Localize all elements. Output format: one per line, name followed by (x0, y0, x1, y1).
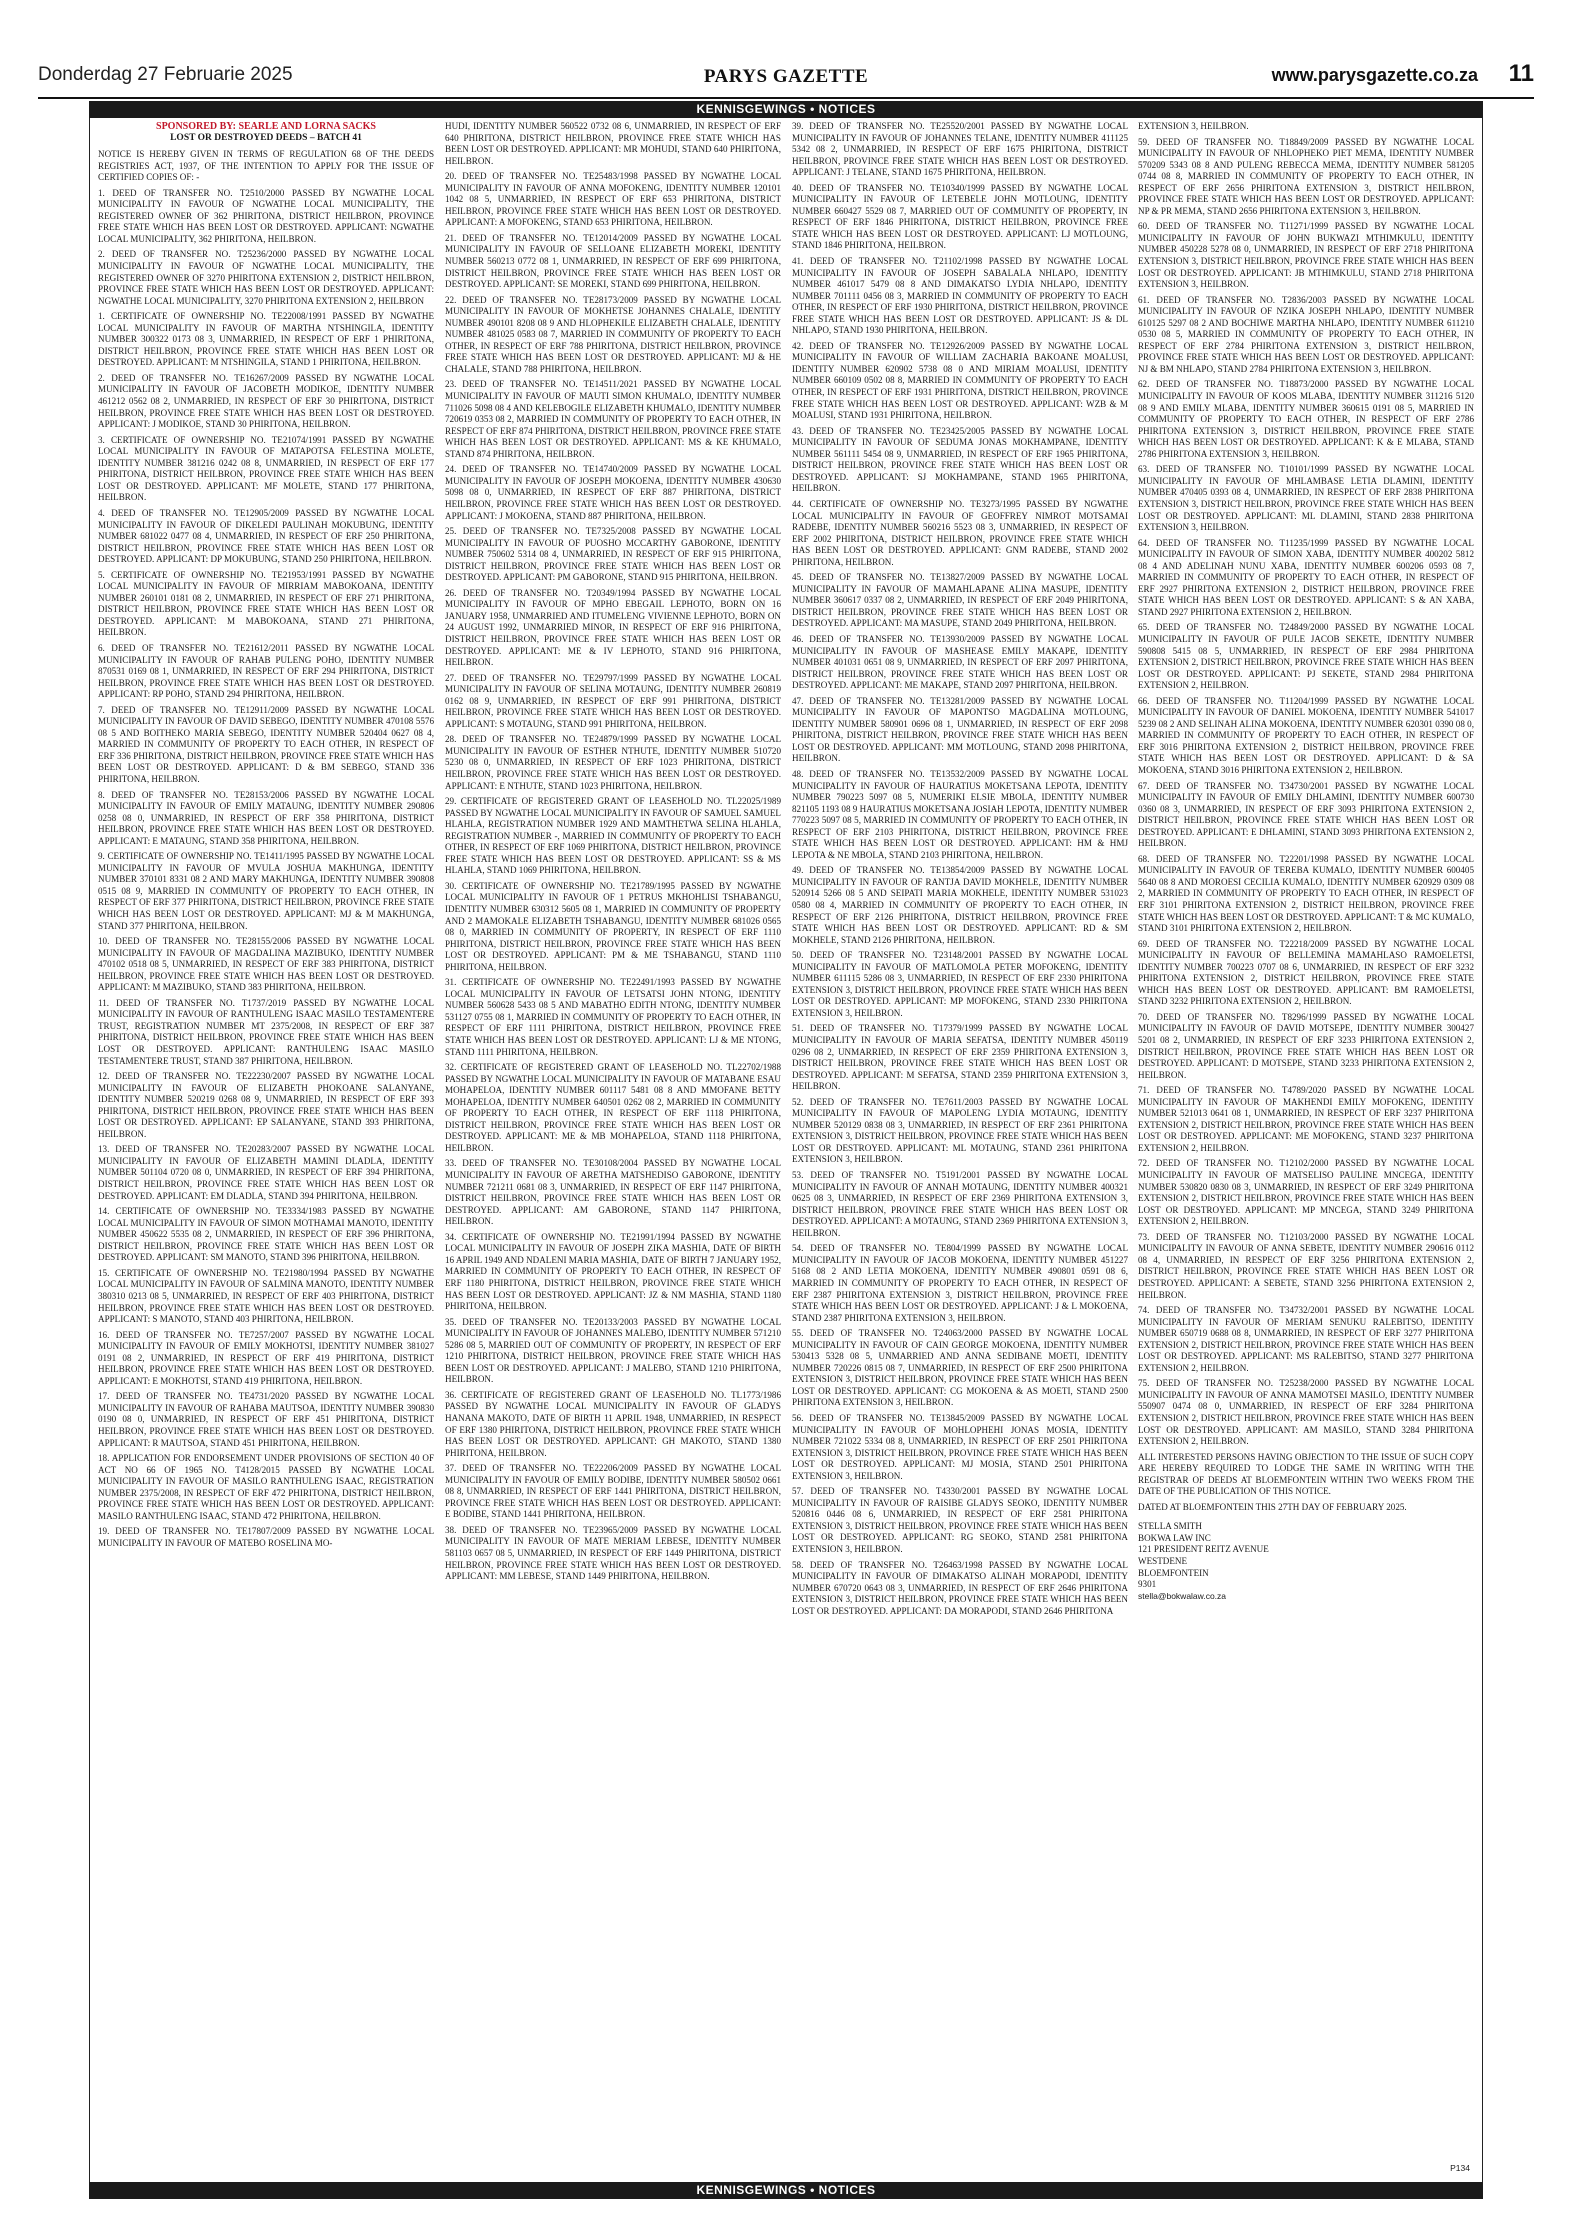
signature-city: BLOEMFONTEIN (1138, 1567, 1209, 1578)
notice-item: 50. DEED OF TRANSFER NO. T23148/2001 PASSED BY NGWATHE LOCAL MUNICIPALITY IN FAVOUR OF MATLOMOLA PETER MOFOKENG, IDENTITY NUMBER 611115 5286 08 3, UNMARRIED, IN RESPECT OF ERF 2330 PHIRITONA EXTENSION 3, DISTRICT HEILBRON, PROVINCE FREE STATE WHICH HAS BEEN LOST OR DESTROYED. APPLICANT: MP MOFOKENG, STAND 2330 PHIRITONA EXTENSION 3, HEILBRON. (792, 950, 1128, 1018)
notice-columns (98, 121, 1474, 2179)
notice-item: 70. DEED OF TRANSFER NO. T8296/1999 PASSED BY NGWATHE LOCAL MUNICIPALITY IN FAVOUR OF DAVID MOTSEPE, IDENTITY NUMBER 300427 5201 08 2, UNMARRIED, IN RESPECT OF ERF 3233 PHIRITONA EXTENSION 2, DISTRICT HEILBRON, PROVINCE FREE STATE WHICH HAS BEEN LOST OR DESTROYED. APPLICANT: D MOTSEPE, STAND 3233 PHIRITONA EXTENSION 2, HEILBRON. (1138, 1011, 1474, 1080)
signature-code: 9301 (1138, 1579, 1157, 1590)
sponsor-line: SPONSORED BY: SEARLE AND LORNA SACKS (156, 121, 376, 132)
notice-item: 17. DEED OF TRANSFER NO. TE4731/2020 PASSED BY NGWATHE LOCAL MUNICIPALITY IN FAVOUR OF RAHABA MAUTSOA, IDENTITY NUMBER 390830 0190 08 0, UNMARRIED, IN RESPECT OF ERF 451 PHIRITONA, DISTRICT HEILBRON, PROVINCE FREE STATE WHICH HAS BEEN LOST OR DESTROYED. APPLICANT: R MAUTSOA, STAND 451 PHIRITONA, HEILBRON. (98, 1391, 434, 1448)
signature-name: STELLA SMITH (1138, 1521, 1202, 1532)
notice-item: 29. CERTIFICATE OF REGISTERED GRANT OF LEASEHOLD NO. TL22025/1989 PASSED BY NGWATHE LOCAL MUNICIPALITY IN FAVOUR OF SAMUEL SAMUEL HLAHLA, REGISTRATION NUMBER 1929 AND MAMTHETWA SELINA HLAHLA, REGISTRATION NUMBER -, MARRIED IN COMMUNITY OF PROPERTY TO EACH OTHER, IN RESPECT OF ERF 1069 PHIRITONA, DISTRICT HEILBRON, PROVINCE FREE STATE WHICH HAS BEEN LOST OR DESTROYED. APPLICANT: SS & MS HLAHLA, STAND 1069 PHIRITONA, HEILBRON. (445, 796, 781, 876)
notice-item: 8. DEED OF TRANSFER NO. TE28153/2006 PASSED BY NGWATHE LOCAL MUNICIPALITY IN FAVOUR OF EMILY MATAUNG, IDENTITY NUMBER 290806 0258 08 0, UNMARRIED, IN RESPECT OF ERF 358 PHIRITONA, DISTRICT HEILBRON, PROVINCE FREE STATE WHICH HAS BEEN LOST OR DESTROYED. APPLICANT: E MATAUNG, STAND 358 PHIRITONA, HEILBRON. (98, 789, 434, 846)
notice-intro: NOTICE IS HEREBY GIVEN IN TERMS OF REGULATION 68 OF THE DEEDS REGISTRIES ACT, 1937, OF THE INTENTION TO APPLY FOR THE ISSUE OF CERTIFIED COPIES OF: - (98, 149, 434, 183)
notice-item: 20. DEED OF TRANSFER NO. TE25483/1998 PASSED BY NGWATHE LOCAL MUNICIPALITY IN FAVOUR OF ANNA MOFOKENG, IDENTITY NUMBER 120101 1042 08 5, UNMARRIED, IN RESPECT OF ERF 653 PHIRITONA, DISTRICT HEILBRON, PROVINCE FREE STATE WHICH HAS BEEN LOST OR DESTROYED. APPLICANT: A MOFOKENG, STAND 653 PHIRITONA, HEILBRON. (445, 171, 781, 228)
notice-item: 36. CERTIFICATE OF REGISTERED GRANT OF LEASEHOLD NO. TL1773/1986 PASSED BY NGWATHE LOCAL MUNICIPALITY IN FAVOUR OF GLADYS HANANA MAKOTO, DATE OF BIRTH 11 APRIL 1948, UNMARRIED, IN RESPECT OF ERF 1380 PHIRITONA, DISTRICT HEILBRON, PROVINCE FREE STATE WHICH HAS BEEN LOST OR DESTROYED. APPLICANT: GH MAKOTO, STAND 1380 PHIRITONA, HEILBRON. (445, 1389, 781, 1458)
notice-item: 14. CERTIFICATE OF OWNERSHIP NO. TE3334/1983 PASSED BY NGWATHE LOCAL MUNICIPALITY IN FAVOUR OF SIMON MOTHAMAI MANOTO, IDENTITY NUMBER 450622 5535 08 2, UNMARRIED, IN RESPECT OF ERF 396 PHIRITONA, DISTRICT HEILBRON, PROVINCE FREE STATE WHICH HAS BEEN LOST OR DESTROYED. APPLICANT: SM MANOTO, STAND 396 PHIRITONA, HEILBRON. (98, 1206, 434, 1263)
notice-item: 23. DEED OF TRANSFER NO. TE14511/2021 PASSED BY NGWATHE LOCAL MUNICIPALITY IN FAVOUR OF MAUTI SIMON KHUMALO, IDENTITY NUMBER 711026 5098 08 4 AND KELEBOGILE ELIZABETH KHUMALO, IDENTITY NUMBER 720619 0353 08 2, MARRIED IN COMMUNITY OF PROPERTY TO EACH OTHER, IN RESPECT OF ERF 874 PHIRITONA, DISTRICT HEILBRON, PROVINCE FREE STATE WHICH HAS BEEN LOST OR DESTROYED. APPLICANT: MS & KE KHUMALO, STAND 874 PHIRITONA, HEILBRON. (445, 379, 781, 459)
notice-item: 1. DEED OF TRANSFER NO. T2510/2000 PASSED BY NGWATHE LOCAL MUNICIPALITY IN FAVOUR OF NGWATHE LOCAL MUNICIPALITY, THE REGISTERED OWNER OF 362 PHIRITONA, DISTRICT HEILBRON, PROVINCE FREE STATE WHICH HAS BEEN LOST OR DESTROYED. APPLICANT: NGWATHE LOCAL MUNICIPALITY, 362 PHIRITONA, HEILBRON. (98, 187, 434, 244)
section-bar-top: KENNISGEWINGS • NOTICES (89, 101, 1483, 118)
notice-item: 44. CERTIFICATE OF OWNERSHIP NO. TE3273/1995 PASSED BY NGWATHE LOCAL MUNICIPALITY IN FAVOUR OF GEOFFREY NIMROT MOTSAMAI RADEBE, IDENTITY NUMBER 560216 5523 08 3, UNMARRIED, IN RESPECT OF ERF 2002 PHIRITONA, DISTRICT HEILBRON, PROVINCE FREE STATE WHICH HAS BEEN LOST OR DESTROYED. APPLICANT: GNM RADEBE, STAND 2002 PHIRITONA, HEILBRON. (792, 498, 1128, 567)
section-bar-bottom: KENNISGEWINGS • NOTICES (89, 2182, 1483, 2199)
signature-firm: BOKWA LAW INC (1138, 1532, 1211, 1543)
notice-item: 24. DEED OF TRANSFER NO. TE14740/2009 PASSED BY NGWATHE LOCAL MUNICIPALITY IN FAVOUR OF JOSEPH MOKOENA, IDENTITY NUMBER 430630 5098 08 0, UNMARRIED, IN RESPECT OF ERF 887 PHIRITONA, DISTRICT HEILBRON, PROVINCE FREE STATE WHICH HAS BEEN LOST OR DESTROYED. APPLICANT: J MOKOENA, STAND 887 PHIRITONA, HEILBRON. (445, 464, 781, 521)
column-4 (1138, 121, 1474, 2179)
notice-item: 2. DEED OF TRANSFER NO. T25236/2000 PASSED BY NGWATHE LOCAL MUNICIPALITY IN FAVOUR OF NGWATHE LOCAL MUNICIPALITY, THE REGISTERED OWNER OF 3270 PHIRITONA EXTENSION 2, DISTRICT HEILBRON, PROVINCE FREE STATE WHICH HAS BEEN LOST OR DESTROYED. APPLICANT: NGWATHE LOCAL MUNICIPALITY, 3270 PHIRITONA EXTENSION 2, HEILBRON (98, 249, 434, 306)
notice-item: 11. DEED OF TRANSFER NO. T1737/2019 PASSED BY NGWATHE LOCAL MUNICIPALITY IN FAVOUR OF RANTHULENG ISAAC MASILO TESTAMENTERE TRUST, REGISTRATION NUMBER MT 2375/2008, IN RESPECT OF ERF 387 PHIRITONA, DISTRICT HEILBRON, PROVINCE FREE STATE WHICH HAS BEEN LOST OR DESTROYED. APPLICANT: RANTHULENG ISAAC MASILO TESTAMENTERE TRUST, STAND 387 PHIRITONA, HEILBRON. (98, 997, 434, 1066)
notice-item: 47. DEED OF TRANSFER NO. TE13281/2009 PASSED BY NGWATHE LOCAL MUNICIPALITY IN FAVOUR OF MAPONTSO MAGDALINA MOTLOUNG, IDENTITY NUMBER 580901 0696 08 1, UNMARRIED, IN RESPECT OF ERF 2098 PHIRITONA, DISTRICT HEILBRON, PROVINCE FREE STATE WHICH HAS BEEN LOST OR DESTROYED. APPLICANT: MM MOTLOUNG, STAND 2098 PHIRITONA, HEILBRON. (792, 695, 1128, 764)
notice-item: 53. DEED OF TRANSFER NO. T5191/2001 PASSED BY NGWATHE LOCAL MUNICIPALITY IN FAVOUR OF ANNAH MOTAUNG, IDENTITY NUMBER 400321 0625 08 3, UNMARRIED, IN RESPECT OF ERF 2369 PHIRITONA EXTENSION 3, DISTRICT HEILBRON, PROVINCE FREE STATE WHICH HAS BEEN LOST OR DESTROYED. APPLICANT: A MOTAUNG, STAND 2369 PHIRITONA EXTENSION 3, HEILBRON. (792, 1170, 1128, 1238)
notice-item: 28. DEED OF TRANSFER NO. TE24879/1999 PASSED BY NGWATHE LOCAL MUNICIPALITY IN FAVOUR OF ESTHER NTHUTE, IDENTITY NUMBER 510720 5230 08 0, UNMARRIED, IN RESPECT OF ERF 1023 PHIRITONA, DISTRICT HEILBRON, PROVINCE FREE STATE WHICH HAS BEEN LOST OR DESTROYED. APPLICANT: E NTHUTE, STAND 1023 PHIRITONA, HEILBRON. (445, 734, 781, 791)
notice-item: 31. CERTIFICATE OF OWNERSHIP NO. TE22491/1993 PASSED BY NGWATHE LOCAL MUNICIPALITY IN FAVOUR OF LETSATSI JOHN NTONG, IDENTITY NUMBER 560628 5433 08 5 AND MABATHO EDITH NTONG, IDENTITY NUMBER 531127 0755 08 1, MARRIED IN COMMUNITY OF PROPERTY TO EACH OTHER, IN RESPECT OF ERF 1111 PHIRITONA, DISTRICT HEILBRON, PROVINCE FREE STATE WHICH HAS BEEN LOST OR DESTROYED. APPLICANT: LJ & ME NTONG, STAND 1111 PHIRITONA, HEILBRON. (445, 977, 781, 1057)
header-rule (38, 97, 1534, 99)
notice-item: 56. DEED OF TRANSFER NO. TE13845/2009 PASSED BY NGWATHE LOCAL MUNICIPALITY IN FAVOUR OF MOHLOPHEHI JONAS MOSIA, IDENTITY NUMBER 721022 5334 08 8, UNMARRIED, IN RESPECT OF ERF 2501 PHIRITONA EXTENSION 3, DISTRICT HEILBRON, PROVINCE FREE STATE WHICH HAS BEEN LOST OR DESTROYED. APPLICANT: MJ MOSIA, STAND 2501 PHIRITONA EXTENSION 3, HEILBRON. (792, 1412, 1128, 1481)
notice-item: 69. DEED OF TRANSFER NO. T22218/2009 PASSED BY NGWATHE LOCAL MUNICIPALITY IN FAVOUR OF BELLEMINA MAMAHLASO RAMOELETSI, IDENTITY NUMBER 700223 0707 08 6, UNMARRIED, IN RESPECT OF ERF 3232 PHIRITONA EXTENSION 2, DISTRICT HEILBRON, PROVINCE FREE STATE WHICH HAS BEEN LOST OR DESTROYED. APPLICANT: BM RAMOELETSI, STAND 3232 PHIRITONA EXTENSION 2, HEILBRON. (1138, 938, 1474, 1007)
notice-item: 5. CERTIFICATE OF OWNERSHIP NO. TE21953/1991 PASSED BY NGWATHE LOCAL MUNICIPALITY IN FAVOUR OF MIRRIAM MABOKOANA, IDENTITY NUMBER 260101 0181 08 2, UNMARRIED, IN RESPECT OF ERF 271 PHIRITONA, DISTRICT HEILBRON, PROVINCE FREE STATE WHICH HAS BEEN LOST OR DESTROYED. APPLICANT: M MABOKOANA, STAND 271 PHIRITONA, HEILBRON. (98, 569, 434, 638)
website-link[interactable]: www.parysgazette.co.za (1271, 65, 1478, 85)
notice-item: 48. DEED OF TRANSFER NO. TE13532/2009 PASSED BY NGWATHE LOCAL MUNICIPALITY IN FAVOUR OF HAURATIUS MOKETSANA LEPOTA, IDENTITY NUMBER 790223 5097 08 5, NUMERIKI ELSIE MBOLA, IDENTITY NUMBER 821105 1193 08 9 HAURATIUS MOKETSANA JOSIAH LEPOTA, IDENTITY NUMBER 770223 5097 08 5, MARRIED IN COMMUNITY OF PROPERTY TO EACH OTHER, IN RESPECT OF ERF 2103 PHIRITONA, DISTRICT HEILBRON, PROVINCE FREE STATE WHICH HAS BEEN LOST OR DESTROYED. APPLICANT: HM & HMJ LEPOTA & NE MBOLA, STAND 2103 PHIRITONA, HEILBRON. (792, 768, 1128, 860)
notice-item: 61. DEED OF TRANSFER NO. T2836/2003 PASSED BY NGWATHE LOCAL MUNICIPALITY IN FAVOUR OF NZIKA JOSEPH NHLAPO, IDENTITY NUMBER 610125 5297 08 2 AND BOCHIWE MARTHA NHLAPO, IDENTITY NUMBER 611210 0530 08 5, MARRIED IN COMMUNITY OF PROPERTY TO EACH OTHER, IN RESPECT OF ERF 2784 PHIRITONA EXTENSION 3, DISTRICT HEILBRON, PROVINCE FREE STATE WHICH HAS BEEN LOST OR DESTROYED. APPLICANT: NJ & BM NHLAPO, STAND 2784 PHIRITONA EXTENSION 3, HEILBRON. (1138, 294, 1474, 374)
notice-item: 19. DEED OF TRANSFER NO. TE17807/2009 PASSED BY NGWATHE LOCAL MUNICIPALITY IN FAVOUR OF MATEBO ROSELINA MO- (98, 1526, 434, 1548)
notice-item: 3. CERTIFICATE OF OWNERSHIP NO. TE21074/1991 PASSED BY NGWATHE LOCAL MUNICIPALITY IN FAVOUR OF MATAPOTSA FELESTINA MOLETE, IDENTITY NUMBER 381216 0242 08 8, UNMARRIED, IN RESPECT OF ERF 177 PHIRITONA, DISTRICT HEILBRON, PROVINCE FREE STATE WHICH HAS BEEN LOST OR DESTROYED. APPLICANT: MF MOLETE, STAND 177 PHIRITONA, HEILBRON. (98, 434, 434, 503)
notice-item: 67. DEED OF TRANSFER NO. T34730/2001 PASSED BY NGWATHE LOCAL MUNICIPALITY IN FAVOUR OF EMILY DHLAMINI, IDENTITY NUMBER 600730 0360 08 3, UNMARRIED, IN RESPECT OF ERF 3093 PHIRITONA EXTENSION 2, DISTRICT HEILBRON, PROVINCE FREE STATE WHICH HAS BEEN LOST OR DESTROYED. APPLICANT: E DHLAMINI, STAND 3093 PHIRITONA EXTENSION 2, HEILBRON. (1138, 780, 1474, 849)
column-1 (98, 121, 434, 2179)
signature-street: 121 PRESIDENT REITZ AVENUE (1138, 1544, 1269, 1555)
notice-item: 1. CERTIFICATE OF OWNERSHIP NO. TE22008/1991 PASSED BY NGWATHE LOCAL MUNICIPALITY IN FAVOUR OF MARTHA NTSHINGILA, IDENTITY NUMBER 300322 0173 08 3, UNMARRIED, IN RESPECT OF ERF 1 PHIRITONA, DISTRICT HEILBRON, PROVINCE FREE STATE WHICH HAS BEEN LOST OR DESTROYED. APPLICANT: M NTSHINGILA, STAND 1 PHIRITONA, HEILBRON. (98, 311, 434, 368)
notice-item: 33. DEED OF TRANSFER NO. TE30108/2004 PASSED BY NGWATHE LOCAL MUNICIPALITY IN FAVOUR OF ARETHA MATSHEDISO GABORONE, IDENTITY NUMBER 721211 0681 08 3, UNMARRIED, IN RESPECT OF ERF 1147 PHIRITONA, DISTRICT HEILBRON, PROVINCE FREE STATE WHICH HAS BEEN LOST OR DESTROYED. APPLICANT: AM GABORONE, STAND 1147 PHIRITONA, HEILBRON. (445, 1158, 781, 1227)
notice-item: 51. DEED OF TRANSFER NO. T17379/1999 PASSED BY NGWATHE LOCAL MUNICIPALITY IN FAVOUR OF MARIA SEFATSA, IDENTITY NUMBER 450119 0296 08 2, UNMARRIED, IN RESPECT OF ERF 2359 PHIRITONA EXTENSION 3, DISTRICT HEILBRON, PROVINCE FREE STATE WHICH HAS BEEN LOST OR DESTROYED. APPLICANT: M SEFATSA, STAND 2359 PHIRITONA EXTENSION 3, HEILBRON. (792, 1023, 1128, 1092)
notice-item: 10. DEED OF TRANSFER NO. TE28155/2006 PASSED BY NGWATHE LOCAL MUNICIPALITY IN FAVOUR OF MAGDALINA MAZIBUKO, IDENTITY NUMBER 470102 0518 08 5, UNMARRIED, IN RESPECT OF ERF 383 PHIRITONA, DISTRICT HEILBRON, PROVINCE FREE STATE WHICH HAS BEEN LOST OR DESTROYED. APPLICANT: M MAZIBUKO, STAND 383 PHIRITONA, HEILBRON. (98, 936, 434, 993)
notice-item: 60. DEED OF TRANSFER NO. T11271/1999 PASSED BY NGWATHE LOCAL MUNICIPALITY IN FAVOUR OF JOHN BUKWAZI MTHIMKULU, IDENTITY NUMBER 450228 5278 08 0, UNMARRIED, IN RESPECT OF ERF 2718 PHIRITONA EXTENSION 3, DISTRICT HEILBRON, PROVINCE FREE STATE WHICH HAS BEEN LOST OR DESTROYED. APPLICANT: JB MTHIMKULU, STAND 2718 PHIRITONA EXTENSION 3, HEILBRON. (1138, 221, 1474, 290)
column-2 (445, 121, 781, 2179)
notice-item: 34. CERTIFICATE OF OWNERSHIP NO. TE21991/1994 PASSED BY NGWATHE LOCAL MUNICIPALITY IN FAVOUR OF JOSEPH ZIKA MASHIA, DATE OF BIRTH 16 APRIL 1949 AND NDALENI MARIA MASHIA, DATE OF BIRTH 7 JANUARY 1952, MARRIED IN COMMUNITY OF PROPERTY TO EACH OTHER, IN RESPECT OF ERF 1180 PHIRITONA, DISTRICT HEILBRON, PROVINCE FREE STATE WHICH HAS BEEN LOST OR DESTROYED. APPLICANT: JZ & NM MASHIA, STAND 1180 PHIRITONA, HEILBRON. (445, 1231, 781, 1312)
notice-item: 63. DEED OF TRANSFER NO. T10101/1999 PASSED BY NGWATHE LOCAL MUNICIPALITY IN FAVOUR OF MHLAMBASE LETIA DLAMINI, IDENTITY NUMBER 470405 0393 08 4, UNMARRIED, IN RESPECT OF ERF 2838 PHIRITONA EXTENSION 3, DISTRICT HEILBRON, PROVINCE FREE STATE WHICH HAS BEEN LOST OR DESTROYED. APPLICANT: ML DLAMINI, STAND 2838 PHIRITONA EXTENSION 3, HEILBRON. (1138, 464, 1474, 533)
notice-item: 15. CERTIFICATE OF OWNERSHIP NO. TE21980/1994 PASSED BY NGWATHE LOCAL MUNICIPALITY IN FAVOUR OF SALMINA MANOTO, IDENTITY NUMBER 380310 0213 08 5, UNMARRIED, IN RESPECT OF ERF 403 PHIRITONA, DISTRICT HEILBRON, PROVINCE FREE STATE WHICH HAS BEEN LOST OR DESTROYED. APPLICANT: S MANOTO, STAND 403 PHIRITONA, HEILBRON. (98, 1267, 434, 1325)
notice-item: 57. DEED OF TRANSFER NO. T4330/2001 PASSED BY NGWATHE LOCAL MUNICIPALITY IN FAVOUR OF RAISIBE GLADYS SEOKO, IDENTITY NUMBER 520816 0446 08 6, UNMARRIED, IN RESPECT OF ERF 2581 PHIRITONA EXTENSION 3, DISTRICT HEILBRON, PROVINCE FREE STATE WHICH HAS BEEN LOST OR DESTROYED. APPLICANT: RG SEOKO, STAND 2581 PHIRITONA EXTENSION 3, HEILBRON. (792, 1486, 1128, 1554)
notice-item: 12. DEED OF TRANSFER NO. TE22230/2007 PASSED BY NGWATHE LOCAL MUNICIPALITY IN FAVOUR OF ELIZABETH PHOKOANE SALANYANE, IDENTITY NUMBER 520219 0268 08 9, UNMARRIED, IN RESPECT OF ERF 393 PHIRITONA, DISTRICT HEILBRON, PROVINCE FREE STATE WHICH HAS BEEN LOST OR DESTROYED. APPLICANT: EP SALANYANE, STAND 393 PHIRITONA, HEILBRON. (98, 1071, 434, 1139)
signature-suburb: WESTDENE (1138, 1555, 1187, 1566)
notice-item: 73. DEED OF TRANSFER NO. T12103/2000 PASSED BY NGWATHE LOCAL MUNICIPALITY IN FAVOUR OF ANNA SEBETE, IDENTITY NUMBER 290616 0112 08 4, UNMARRIED, IN RESPECT OF ERF 3256 PHIRITONA EXTENSION 2, DISTRICT HEILBRON, PROVINCE FREE STATE WHICH HAS BEEN LOST OR DESTROYED. APPLICANT: A SEBETE, STAND 3256 PHIRITONA EXTENSION 2, HEILBRON. (1138, 1231, 1474, 1300)
notice-item: 4. DEED OF TRANSFER NO. TE12905/2009 PASSED BY NGWATHE LOCAL MUNICIPALITY IN FAVOUR OF DIKELEDI PAULINAH MOKUBUNG, IDENTITY NUMBER 681022 0477 08 4, UNMARRIED, IN RESPECT OF ERF 250 PHIRITONA, DISTRICT HEILBRON, PROVINCE FREE STATE WHICH HAS BEEN LOST OR DESTROYED. APPLICANT: DP MOKUBUNG, STAND 250 PHIRITONA, HEILBRON. (98, 507, 434, 565)
notice-item: 72. DEED OF TRANSFER NO. T12102/2000 PASSED BY NGWATHE LOCAL MUNICIPALITY IN FAVOUR OF MATSELISO PAULINE MNCEGA, IDENTITY NUMBER 530820 0830 08 3, UNMARRIED, IN RESPECT OF ERF 3249 PHIRITONA EXTENSION 2, DISTRICT HEILBRON, PROVINCE FREE STATE WHICH HAS BEEN LOST OR DESTROYED. APPLICANT: MP MNCEGA, STAND 3249 PHIRITONA EXTENSION 2, HEILBRON. (1138, 1158, 1474, 1227)
notice-item: 43. DEED OF TRANSFER NO. TE23425/2005 PASSED BY NGWATHE LOCAL MUNICIPALITY IN FAVOUR OF SEDUMA JONAS MOKHAMPANE, IDENTITY NUMBER 561111 5454 08 9, UNMARRIED, IN RESPECT OF ERF 1965 PHIRITONA, DISTRICT HEILBRON, PROVINCE FREE STATE WHICH HAS BEEN LOST OR DESTROYED. APPLICANT: SJ MOKHAMPANE, STAND 1965 PHIRITONA, HEILBRON. (792, 425, 1128, 494)
column-3 (792, 121, 1128, 2179)
notice-item: 54. DEED OF TRANSFER NO. TE804/1999 PASSED BY NGWATHE LOCAL MUNICIPALITY IN FAVOUR OF JACOB MOKOENA, IDENTITY NUMBER 451227 5168 08 2 AND LETIA MOKOENA, IDENTITY NUMBER 490801 0591 08 6, MARRIED IN COMMUNITY OF PROPERTY TO EACH OTHER, IN RESPECT OF ERF 2387 PHIRITONA EXTENSION 3, DISTRICT HEILBRON, PROVINCE FREE STATE WHICH HAS BEEN LOST OR DESTROYED. APPLICANT: J & L MOKOENA, STAND 2387 PHIRITONA EXTENSION 3, HEILBRON. (792, 1243, 1128, 1323)
notice-item: 75. DEED OF TRANSFER NO. T25238/2000 PASSED BY NGWATHE LOCAL MUNICIPALITY IN FAVOUR OF ANNA MAMOTSEI MASILO, IDENTITY NUMBER 550907 0474 08 0, UNMARRIED, IN RESPECT OF ERF 3284 PHIRITONA EXTENSION 2, DISTRICT HEILBRON, PROVINCE FREE STATE WHICH HAS BEEN LOST OR DESTROYED. APPLICANT: AM MASILO, STAND 3284 PHIRITONA EXTENSION 2, HEILBRON. (1138, 1378, 1474, 1447)
notice-item: 59. DEED OF TRANSFER NO. T18849/2009 PASSED BY NGWATHE LOCAL MUNICIPALITY IN FAVOUR OF NHLOPHEKO PIET MEMA, IDENTITY NUMBER 570209 5343 08 8 AND PULENG REBECCA MEMA, IDENTITY NUMBER 581205 0744 08 8, MARRIED IN COMMUNITY OF PROPERTY TO EACH OTHER, IN RESPECT OF ERF 2656 PHIRITONA EXTENSION 3, DISTRICT HEILBRON, PROVINCE FREE STATE WHICH HAS BEEN LOST OR DESTROYED. APPLICANT: NP & PR MEMA, STAND 2656 PHIRITONA EXTENSION 3, HEILBRON. (1138, 136, 1474, 216)
notice-item: 22. DEED OF TRANSFER NO. TE28173/2009 PASSED BY NGWATHE LOCAL MUNICIPALITY IN FAVOUR OF MOKHETSE JOHANNES CHALALE, IDENTITY NUMBER 490101 8208 08 9 AND HLOPHEKILE ELIZABETH CHALALE, IDENTITY NUMBER 481025 0583 08 7, MARRIED IN COMMUNITY OF PROPERTY TO EACH OTHER, IN RESPECT OF ERF 788 PHIRITONA, DISTRICT HEILBRON, PROVINCE FREE STATE WHICH HAS BEEN LOST OR DESTROYED. APPLICANT: MJ & HE CHALALE, STAND 788 PHIRITONA, HEILBRON. (445, 294, 781, 374)
notice-item: 71. DEED OF TRANSFER NO. T4789/2020 PASSED BY NGWATHE LOCAL MUNICIPALITY IN FAVOUR OF MAKHENDI EMILY MOFOKENG, IDENTITY NUMBER 521013 0641 08 1, UNMARRIED, IN RESPECT OF ERF 3237 PHIRITONA EXTENSION 2, DISTRICT HEILBRON, PROVINCE FREE STATE WHICH HAS BEEN LOST OR DESTROYED. APPLICANT: ME MOFOKENG, STAND 3237 PHIRITONA EXTENSION 2, HEILBRON. (1138, 1085, 1474, 1153)
notice-item: 2. DEED OF TRANSFER NO. TE16267/2009 PASSED BY NGWATHE LOCAL MUNICIPALITY IN FAVOUR OF JACOBETH MODIKOE, IDENTITY NUMBER 461212 0562 08 2, UNMARRIED, IN RESPECT OF ERF 30 PHIRITONA, DISTRICT HEILBRON, PROVINCE FREE STATE WHICH HAS BEEN LOST OR DESTROYED. APPLICANT: J MODIKOE, STAND 30 PHIRITONA, HEILBRON. (98, 372, 434, 430)
notice-item: 65. DEED OF TRANSFER NO. T24849/2000 PASSED BY NGWATHE LOCAL MUNICIPALITY IN FAVOUR OF PULE JACOB SEKETE, IDENTITY NUMBER 590808 5415 08 5, UNMARRIED, IN RESPECT OF ERF 2984 PHIRITONA EXTENSION 2, DISTRICT HEILBRON, PROVINCE FREE STATE WHICH HAS BEEN LOST OR DESTROYED. APPLICANT: PJ SEKETE, STAND 2984 PHIRITONA EXTENSION 2, HEILBRON. (1138, 622, 1474, 691)
notice-item: 39. DEED OF TRANSFER NO. TE25520/2001 PASSED BY NGWATHE LOCAL MUNICIPALITY IN FAVOUR OF JOHANNES TELANE, IDENTITY NUMBER 411125 5342 08 2, UNMARRIED, IN RESPECT OF ERF 1675 PHIRITONA, DISTRICT HEILBRON, PROVINCE FREE STATE WHICH HAS BEEN LOST OR DESTROYED. APPLICANT: J TELANE, STAND 1675 PHIRITONA, HEILBRON. (792, 121, 1128, 178)
notice-item: 25. DEED OF TRANSFER NO. TE7325/2008 PASSED BY NGWATHE LOCAL MUNICIPALITY IN FAVOUR OF PUOSHO MCCARTHY GABORONE, IDENTITY NUMBER 750602 5314 08 4, UNMARRIED, IN RESPECT OF ERF 915 PHIRITONA, DISTRICT HEILBRON, PROVINCE FREE STATE WHICH HAS BEEN LOST OR DESTROYED. APPLICANT: PM GABORONE, STAND 915 PHIRITONA, HEILBRON. (445, 526, 781, 583)
notice-item: EXTENSION 3, HEILBRON. (1138, 121, 1249, 131)
notice-item: 37. DEED OF TRANSFER NO. TE22206/2009 PASSED BY NGWATHE LOCAL MUNICIPALITY IN FAVOUR OF EMILY BODIBE, IDENTITY NUMBER 580502 0661 08 8, UNMARRIED, IN RESPECT OF ERF 1441 PHIRITONA, DISTRICT HEILBRON, PROVINCE FREE STATE WHICH HAS BEEN LOST OR DESTROYED. APPLICANT: E BODIBE, STAND 1441 PHIRITONA, HEILBRON. (445, 1463, 781, 1520)
notice-item: 66. DEED OF TRANSFER NO. T11204/1999 PASSED BY NGWATHE LOCAL MUNICIPALITY IN FAVOUR OF DANIEL MOKOENA, IDENTITY NUMBER 541017 5239 08 2 AND SELINAH ALINA MOKOENA, IDENTITY NUMBER 620301 0390 08 0, MARRIED IN COMMUNITY OF PROPERTY TO EACH OTHER, IN RESPECT OF ERF 3016 PHIRITONA EXTENSION 2, DISTRICT HEILBRON, PROVINCE FREE STATE WHICH HAS BEEN LOST OR DESTROYED. APPLICANT: D & SA MOKOENA, STAND 3016 PHIRITONA EXTENSION 2, HEILBRON. (1138, 695, 1474, 775)
notice-item: 18. APPLICATION FOR ENDORSEMENT UNDER PROVISIONS OF SECTION 40 OF ACT NO 66 OF 1965 NO. T4128/2015 PASSED BY NGWATHE LOCAL MUNICIPALITY IN FAVOUR OF MASILO RANTHULENG ISAAC, REGISTRATION NUMBER 2375/2008, IN RESPECT OF ERF 472 PHIRITONA, DISTRICT HEILBRON, PROVINCE FREE STATE WHICH HAS BEEN LOST OR DESTROYED. APPLICANT: MASILO RANTHULENG ISAAC, STAND 472 PHIRITONA, HEILBRON. (98, 1453, 434, 1521)
notice-item: 27. DEED OF TRANSFER NO. TE29797/1999 PASSED BY NGWATHE LOCAL MUNICIPALITY IN FAVOUR OF SELINA MOTAUNG, IDENTITY NUMBER 260819 0162 08 9, UNMARRIED, IN RESPECT OF ERF 991 PHIRITONA, DISTRICT HEILBRON, PROVINCE FREE STATE WHICH HAS BEEN LOST OR DESTROYED. APPLICANT: S MOTAUNG, STAND 991 PHIRITONA, HEILBRON. (445, 672, 781, 729)
page-header (38, 62, 1534, 94)
notice-item: 30. CERTIFICATE OF OWNERSHIP NO. TE21789/1995 PASSED BY NGWATHE LOCAL MUNICIPALITY IN FAVOUR OF 1 PETRUS MKHOHLISI TSHABANGU, IDENTITY NUMBER 630312 5605 08 1, MARRIED IN COMMUNITY OF PROPERTY AND 2 MAMOKALE ELIZABETH TSHABANGU, IDENTITY NUMBER 681026 0565 08 0, MARRIED IN COMMUNITY OF PROPERTY, IN RESPECT OF ERF 1110 PHIRITONA, DISTRICT HEILBRON, PROVINCE FREE STATE WHICH HAS BEEN LOST OR DESTROYED. APPLICANT: PM & ME TSHABANGU, STAND 1110 PHIRITONA, HEILBRON. (445, 880, 781, 972)
notice-item: 32. CERTIFICATE OF REGISTERED GRANT OF LEASEHOLD NO. TL22702/1988 PASSED BY NGWATHE LOCAL MUNICIPALITY IN FAVOUR OF MATABANE ESAU MOHAPELOA, IDENTITY NUMBER 601117 5481 08 8 AND MMOFANE BETTY MOHAPELOA, IDENTITY NUMBER 640501 0262 08 2, MARRIED IN COMMUNITY OF PROPERTY TO EACH OTHER, IN RESPECT OF ERF 1118 PHIRITONA, DISTRICT HEILBRON, PROVINCE FREE STATE WHICH HAS BEEN LOST OR DESTROYED. APPLICANT: ME & MB MOHAPELOA, STAND 1118 PHIRITONA, HEILBRON. (445, 1062, 781, 1153)
notice-item: 9. CERTIFICATE OF OWNERSHIP NO. TE1411/1995 PASSED BY NGWATHE LOCAL MUNICIPALITY IN FAVOUR OF MVULA JOSHUA MAKHUNGA, IDENTITY NUMBER 370101 8331 08 2 AND MARY MAKHUNGA, IDENTITY NUMBER 390808 0515 08 9, MARRIED IN COMMUNITY OF PROPERTY TO EACH OTHER, IN RESPECT OF ERF 377 PHIRITONA, DISTRICT HEILBRON, PROVINCE FREE STATE WHICH HAS BEEN LOST OR DESTROYED. APPLICANT: MJ & M MAKHUNGA, STAND 377 PHIRITONA, HEILBRON. (98, 851, 434, 931)
notice-item: 26. DEED OF TRANSFER NO. T20349/1994 PASSED BY NGWATHE LOCAL MUNICIPALITY IN FAVOUR OF MPHO EBEGAIL LEPHOTO, BORN ON 16 JANUARY 1958, UNMARRIED AND ITUMELENG VIVIENNE LEPHOTO, BORN ON 24 AUGUST 1992, UNMARRIED MINOR, IN RESPECT OF ERF 916 PHIRITONA, DISTRICT HEILBRON, PROVINCE FREE STATE WHICH HAS BEEN LOST OR DESTROYED. APPLICANT: ME & IV LEPHOTO, STAND 916 PHIRITONA, HEILBRON. (445, 587, 781, 668)
notice-reference: P134 (1450, 2163, 1470, 2174)
notice-item: 49. DEED OF TRANSFER NO. TE13854/2009 PASSED BY NGWATHE LOCAL MUNICIPALITY IN FAVOUR OF RANTJA DAVID MOKHELE, IDENTITY NUMBER 520914 5266 08 5 AND SEIPATI MARIA MOKHELE, IDENTITY NUMBER 531023 0580 08 4, MARRIED IN COMMUNITY OF PROPERTY TO EACH OTHER, IN RESPECT OF ERF 2126 PHIRITONA, DISTRICT HEILBRON, PROVINCE FREE STATE WHICH HAS BEEN LOST OR DESTROYED. APPLICANT: RD & SM MOKHELE, STAND 2126 PHIRITONA, HEILBRON. (792, 865, 1128, 945)
notice-item: 68. DEED OF TRANSFER NO. T22201/1998 PASSED BY NGWATHE LOCAL MUNICIPALITY IN FAVOUR OF TEREBA KUMALO, IDENTITY NUMBER 600405 5640 08 8 AND MOROESI CECILIA KUMALO, IDENTITY NUMBER 620929 0309 08 2, MARRIED IN COMMUNITY OF PROPERTY TO EACH OTHER, IN RESPECT OF ERF 3101 PHIRITONA EXTENSION 2, DISTRICT HEILBRON, PROVINCE FREE STATE WHICH HAS BEEN LOST OR DESTROYED. APPLICANT: T & MC KUMALO, STAND 3101 PHIRITONA EXTENSION 2, HEILBRON. (1138, 853, 1474, 934)
notice-item: 58. DEED OF TRANSFER NO. T26463/1998 PASSED BY NGWATHE LOCAL MUNICIPALITY IN FAVOUR OF DIMAKATSO ALINAH MORAPODI, IDENTITY NUMBER 670720 0643 08 3, UNMARRIED, IN RESPECT OF ERF 2646 PHIRITONA EXTENSION 3, DISTRICT HEILBRON, PROVINCE FREE STATE WHICH HAS BEEN LOST OR DESTROYED. APPLICANT: DA MORAPODI, STAND 2646 PHIRITONA (792, 1559, 1128, 1616)
notice-item: 74. DEED OF TRANSFER NO. T34732/2001 PASSED BY NGWATHE LOCAL MUNICIPALITY IN FAVOUR OF MERIAM SENUKU RALEBITSO, IDENTITY NUMBER 650719 0688 08 8, UNMARRIED, IN RESPECT OF ERF 3277 PHIRITONA EXTENSION 2, DISTRICT HEILBRON, PROVINCE FREE STATE WHICH HAS BEEN LOST OR DESTROYED. APPLICANT: MS RALEBITSO, STAND 3277 PHIRITONA EXTENSION 2, HEILBRON. (1138, 1305, 1474, 1373)
notice-item: 40. DEED OF TRANSFER NO. TE10340/1999 PASSED BY NGWATHE LOCAL MUNICIPALITY IN FAVOUR OF LETEBELE JOHN MOTLOUNG, IDENTITY NUMBER 660427 5529 08 7, MARRIED OUT OF COMMUNITY OF PROPERTY, IN RESPECT OF ERF 1846 PHIRITONA, DISTRICT HEILBRON, PROVINCE FREE STATE WHICH HAS BEEN LOST OR DESTROYED. APPLICANT: LJ MOTLOUNG, STAND 1846 PHIRITONA, HEILBRON. (792, 182, 1128, 251)
notice-item: 21. DEED OF TRANSFER NO. TE12014/2009 PASSED BY NGWATHE LOCAL MUNICIPALITY IN FAVOUR OF SELLOANE ELIZABETH MOREKI, IDENTITY NUMBER 560213 0772 08 1, UNMARRIED, IN RESPECT OF ERF 699 PHIRITONA, DISTRICT HEILBRON, PROVINCE FREE STATE WHICH HAS BEEN LOST OR DESTROYED. APPLICANT: SE MOREKI, STAND 699 PHIRITONA, HEILBRON. (445, 232, 781, 290)
notice-item: 52. DEED OF TRANSFER NO. TE7611/2003 PASSED BY NGWATHE LOCAL MUNICIPALITY IN FAVOUR OF MAPOLENG LYDIA MOTAUNG, IDENTITY NUMBER 520129 0838 08 3, UNMARRIED, IN RESPECT OF ERF 2361 PHIRITONA EXTENSION 3, DISTRICT HEILBRON, PROVINCE FREE STATE WHICH HAS BEEN LOST OR DESTROYED. APPLICANT: ML MOTAUNG, STAND 2361 PHIRITONA EXTENSION 3, HEILBRON. (792, 1096, 1128, 1165)
signature-email[interactable]: stella@bokwalaw.co.za (1138, 1590, 1227, 1601)
notice-item: DATED AT BLOEMFONTEIN THIS 27TH DAY OF FEBRUARY 2025. (1138, 1501, 1407, 1512)
notice-item: 62. DEED OF TRANSFER NO. T18873/2000 PASSED BY NGWATHE LOCAL MUNICIPALITY IN FAVOUR OF KOOS MLABA, IDENTITY NUMBER 311216 5120 08 9 AND EMILY MLABA, IDENTITY NUMBER 360615 0191 08 5, MARRIED IN COMMUNITY OF PROPERTY TO EACH OTHER, IN RESPECT OF ERF 2786 PHIRITONA EXTENSION 3, DISTRICT HEILBRON, PROVINCE FREE STATE WHICH HAS BEEN LOST OR DESTROYED. APPLICANT: K & E MLABA, STAND 2786 PHIRITONA EXTENSION 3, HEILBRON. (1138, 379, 1474, 459)
notice-item: 6. DEED OF TRANSFER NO. TE21612/2011 PASSED BY NGWATHE LOCAL MUNICIPALITY IN FAVOUR OF RAHAB PULENG POHO, IDENTITY NUMBER 870531 0169 08 1, UNMARRIED, IN RESPECT OF ERF 294 PHIRITONA, DISTRICT HEILBRON, PROVINCE FREE STATE WHICH HAS BEEN LOST OR DESTROYED. APPLICANT: RP POHO, STAND 294 PHIRITONA, HEILBRON. (98, 642, 434, 700)
notice-subtitle: LOST OR DESTROYED DEEDS – BATCH 41 (170, 132, 362, 143)
notice-item: 55. DEED OF TRANSFER NO. T24063/2000 PASSED BY NGWATHE LOCAL MUNICIPALITY IN FAVOUR OF CAIN GEORGE MOKOENA, IDENTITY NUMBER 530413 5328 08 5, UNMARRIED AND ANNA SEDIBANE MOETI, IDENTITY NUMBER 720226 0815 08 7, UNMARRIED, IN RESPECT OF ERF 2500 PHIRITONA EXTENSION 3, DISTRICT HEILBRON, PROVINCE FREE STATE WHICH HAS BEEN LOST OR DESTROYED. APPLICANT: CG MOKOENA & AS MOETI, STAND 2500 PHIRITONA EXTENSION 3, HEILBRON. (792, 1328, 1128, 1408)
masthead: PARYS GAZETTE (703, 66, 869, 87)
notice-item: ALL INTERESTED PERSONS HAVING OBJECTION TO THE ISSUE OF SUCH COPY ARE HEREBY REQUIRED TO LODGE THE SAME IN WRITING WITH THE REGISTRAR OF DEEDS AT BLOEMFONTEIN WITHIN TWO WEEKS FROM THE DATE OF THE PUBLICATION OF THIS NOTICE. (1138, 1451, 1474, 1497)
issue-date: Donderdag 27 Februarie 2025 (38, 64, 293, 85)
notice-item: 41. DEED OF TRANSFER NO. T21102/1998 PASSED BY NGWATHE LOCAL MUNICIPALITY IN FAVOUR OF JOSEPH SABALALA NHLAPO, IDENTITY NUMBER 461017 5479 08 8 AND DIMAKATSO LYDIA NHLAPO, IDENTITY NUMBER 701111 0456 08 3, MARRIED IN COMMUNITY OF PROPERTY TO EACH OTHER, IN RESPECT OF ERF 1930 PHIRITONA, DISTRICT HEILBRON, PROVINCE FREE STATE WHICH HAS BEEN LOST OR DESTROYED. APPLICANT: JS & DL NHLAPO, STAND 1930 PHIRITONA, HEILBRON. (792, 256, 1128, 336)
notice-item: 45. DEED OF TRANSFER NO. TE13827/2009 PASSED BY NGWATHE LOCAL MUNICIPALITY IN FAVOUR OF MAMAHLAPANE ALINA MASUPE, IDENTITY NUMBER 360617 0337 08 2, UNMARRIED, IN RESPECT OF ERF 2049 PHIRITONA, DISTRICT HEILBRON, PROVINCE FREE STATE WHICH HAS BEEN LOST OR DESTROYED. APPLICANT: MA MASUPE, STAND 2049 PHIRITONA, HEILBRON. (792, 572, 1128, 629)
notice-item: 38. DEED OF TRANSFER NO. TE23965/2009 PASSED BY NGWATHE LOCAL MUNICIPALITY IN FAVOUR OF MATE MERIAM LEBESE, IDENTITY NUMBER 581103 0657 08 5, UNMARRIED, IN RESPECT OF ERF 1449 PHIRITONA, DISTRICT HEILBRON, PROVINCE FREE STATE WHICH HAS BEEN LOST OR DESTROYED. APPLICANT: MM LEBESE, STAND 1449 PHIRITONA, HEILBRON. (445, 1524, 781, 1582)
notice-item: 42. DEED OF TRANSFER NO. TE12926/2009 PASSED BY NGWATHE LOCAL MUNICIPALITY IN FAVOUR OF WILLIAM ZACHARIA BAKOANE MOALUSI, IDENTITY NUMBER 620902 5738 08 0 AND MIRIAM MOALUSI, IDENTITY NUMBER 660109 0502 08 8, MARRIED IN COMMUNITY OF PROPERTY TO EACH OTHER, IN RESPECT OF ERF 1931 PHIRITONA, DISTRICT HEILBRON, PROVINCE FREE STATE WHICH HAS BEEN LOST OR DESTROYED. APPLICANT: WZB & M MOALUSI, STAND 1931 PHIRITONA, HEILBRON. (792, 340, 1128, 421)
notice-item: 16. DEED OF TRANSFER NO. TE7257/2007 PASSED BY NGWATHE LOCAL MUNICIPALITY IN FAVOUR OF EMILY MOKHOTSI, IDENTITY NUMBER 381027 0191 08 2, UNMARRIED, IN RESPECT OF ERF 419 PHIRITONA, DISTRICT HEILBRON, PROVINCE FREE STATE WHICH HAS BEEN LOST OR DESTROYED. APPLICANT: E MOKHOTSI, STAND 419 PHIRITONA, HEILBRON. (98, 1329, 434, 1386)
notice-item: 7. DEED OF TRANSFER NO. TE12911/2009 PASSED BY NGWATHE LOCAL MUNICIPALITY IN FAVOUR OF DAVID SEBEGO, IDENTITY NUMBER 470108 5576 08 5 AND BOITHEKO MARIA SEBEGO, IDENTITY NUMBER 520404 0627 08 4, MARRIED IN COMMUNITY OF PROPERTY TO EACH OTHER, IN RESPECT OF ERF 336 PHIRITONA, DISTRICT HEILBRON, PROVINCE FREE STATE WHICH HAS BEEN LOST OR DESTROYED. APPLICANT: D & BM SEBEGO, STAND 336 PHIRITONA, HEILBRON. (98, 704, 434, 784)
notice-item: HUDI, IDENTITY NUMBER 560522 0732 08 6, UNMARRIED, IN RESPECT OF ERF 640 PHIRITONA, DISTRICT HEILBRON, PROVINCE FREE STATE WHICH HAS BEEN LOST OR DESTROYED. APPLICANT: MR MOHUDI, STAND 640 PHIRITONA, HEILBRON. (445, 121, 781, 166)
notice-item: 64. DEED OF TRANSFER NO. T11235/1999 PASSED BY NGWATHE LOCAL MUNICIPALITY IN FAVOUR OF SIMON XABA, IDENTITY NUMBER 400202 5812 08 4 AND ADELINAH NUNU XABA, IDENTITY NUMBER 600206 0593 08 7, MARRIED IN COMMUNITY OF PROPERTY TO EACH OTHER, IN RESPECT OF ERF 2927 PHIRITONA EXTENSION 2, DISTRICT HEILBRON, PROVINCE FREE STATE WHICH HAS BEEN LOST OR DESTROYED. APPLICANT: S & AN XABA, STAND 2927 PHIRITONA EXTENSION 2, HEILBRON. (1138, 537, 1474, 617)
page-number: 11 (1508, 60, 1534, 87)
notice-item: 13. DEED OF TRANSFER NO. TE20283/2007 PASSED BY NGWATHE LOCAL MUNICIPALITY IN FAVOUR OF ELIZABETH MAMINI DLADLA, IDENTITY NUMBER 501104 0720 08 0, UNMARRIED, IN RESPECT OF ERF 394 PHIRITONA, DISTRICT HEILBRON, PROVINCE FREE STATE WHICH HAS BEEN LOST OR DESTROYED. APPLICANT: EM DLADLA, STAND 394 PHIRITONA, HEILBRON. (98, 1144, 434, 1201)
notice-item: 46. DEED OF TRANSFER NO. TE13930/2009 PASSED BY NGWATHE LOCAL MUNICIPALITY IN FAVOUR OF MASHEASE EMILY MAKAPE, IDENTITY NUMBER 401031 0651 08 9, UNMARRIED, IN RESPECT OF ERF 2097 PHIRITONA, DISTRICT HEILBRON, PROVINCE FREE STATE WHICH HAS BEEN LOST OR DESTROYED. APPLICANT: ME MAKAPE, STAND 2097 PHIRITONA, HEILBRON. (792, 633, 1128, 691)
notice-item: 35. DEED OF TRANSFER NO. TE20133/2003 PASSED BY NGWATHE LOCAL MUNICIPALITY IN FAVOUR OF JOHANNES MALEBO, IDENTITY NUMBER 571210 5286 08 5, MARRIED OUT OF COMMUNITY OF PROPERTY, IN RESPECT OF ERF 1210 PHIRITONA, DISTRICT HEILBRON, PROVINCE FREE STATE WHICH HAS BEEN LOST OR DESTROYED. APPLICANT: J MALEBO, STAND 1210 PHIRITONA, HEILBRON. (445, 1316, 781, 1385)
